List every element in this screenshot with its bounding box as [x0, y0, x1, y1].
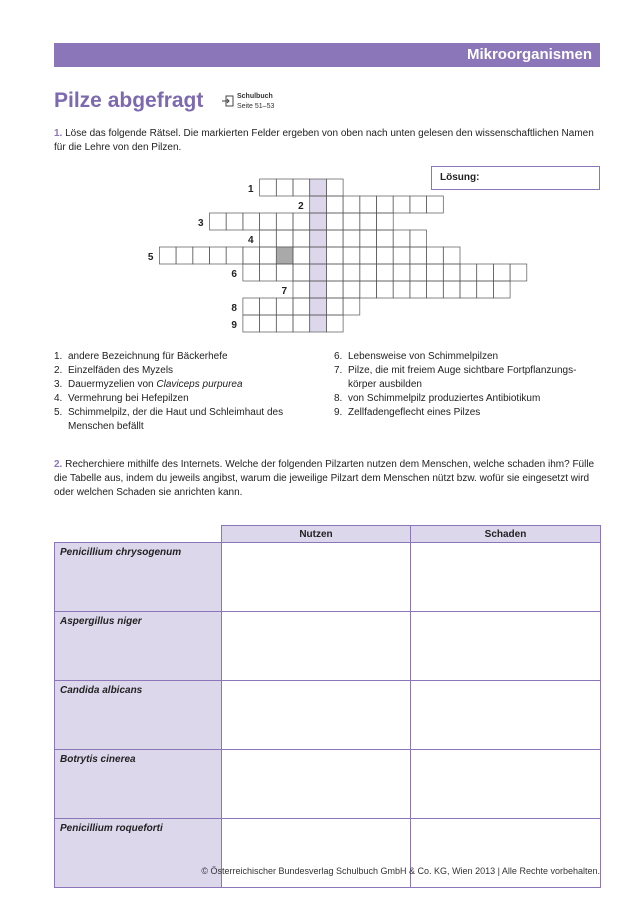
species-name: Botrytis cinerea: [55, 750, 222, 819]
nutzen-cell[interactable]: [222, 819, 411, 888]
crossword-cell[interactable]: [343, 264, 360, 281]
crossword-cell[interactable]: [226, 213, 243, 230]
table-row: [55, 819, 601, 888]
crossword-cell[interactable]: [276, 315, 293, 332]
crossword-cell[interactable]: [343, 196, 360, 213]
column-header-nutzen: Nutzen: [222, 526, 411, 543]
species-name: Candida albicans: [55, 681, 222, 750]
solution-cell[interactable]: [310, 196, 327, 213]
crossword-cell[interactable]: [260, 213, 277, 230]
solution-cell[interactable]: [310, 298, 327, 315]
crossword-cell[interactable]: [276, 213, 293, 230]
row-number-label: 7: [281, 286, 287, 297]
schaden-cell[interactable]: [411, 750, 601, 819]
crossword-cell[interactable]: [326, 196, 343, 213]
row-number-label: 4: [248, 235, 254, 246]
crossword-cell[interactable]: [159, 247, 176, 264]
solution-column: [310, 179, 327, 332]
crossword-cell[interactable]: [443, 264, 460, 281]
row-number-label: 9: [231, 320, 237, 331]
crossword-cell[interactable]: [293, 264, 310, 281]
crossword-cell[interactable]: [343, 298, 360, 315]
crossword-cell[interactable]: [427, 196, 444, 213]
nutzen-cell[interactable]: [222, 750, 411, 819]
crossword-cell[interactable]: [326, 230, 343, 247]
crossword-cell[interactable]: [393, 196, 410, 213]
crossword-cell[interactable]: [176, 247, 193, 264]
crossword-cell[interactable]: [276, 179, 293, 196]
book-ref-line1: Schulbuch: [237, 93, 273, 100]
crossword-cell[interactable]: [377, 281, 394, 298]
crossword-cell[interactable]: [343, 230, 360, 247]
solution-cell[interactable]: [310, 247, 327, 264]
solution-cell[interactable]: [310, 264, 327, 281]
crossword-cell[interactable]: [493, 264, 510, 281]
crossword-cell[interactable]: [260, 179, 277, 196]
crossword-cell[interactable]: [393, 230, 410, 247]
crossword-cell[interactable]: [243, 213, 260, 230]
loesung-box[interactable]: [431, 166, 600, 190]
row-number-label: 6: [231, 269, 237, 280]
crossword-cell[interactable]: [260, 315, 277, 332]
header-title: Mikroorganismen: [466, 46, 592, 63]
crossword-cell[interactable]: [276, 264, 293, 281]
task2-number: 2.: [54, 459, 63, 470]
page-title: Pilze abgefragt: [54, 89, 204, 112]
crossword-cell[interactable]: [326, 213, 343, 230]
crossword-cell[interactable]: [260, 230, 277, 247]
loesung-label: Lösung:: [440, 172, 480, 183]
crossword-cell[interactable]: [427, 264, 444, 281]
book-arrow-icon: [222, 95, 234, 107]
table-corner: [55, 526, 222, 543]
crossword-cell[interactable]: [293, 230, 310, 247]
crossword-cell[interactable]: [493, 281, 510, 298]
task2-text: Recherchiere mithilfe des Internets. Welche der folgenden Pilzarten nutzen dem Menschen, welche schaden ihm? Fülle die Tabelle aus, indem du jeweils angibst, warum die jeweilige Pilzart dem Menschen nützt bzw. wofür sie eingesetzt wird oder welchen Schaden sie anrichten kann.: [54, 459, 595, 498]
nutzen-cell[interactable]: [222, 681, 411, 750]
crossword-cell[interactable]: [443, 281, 460, 298]
crossword-cell[interactable]: [393, 247, 410, 264]
crossword-cell[interactable]: [293, 213, 310, 230]
crossword-cell[interactable]: [193, 247, 210, 264]
crossword-cell[interactable]: [326, 179, 343, 196]
crossword-cell[interactable]: [343, 247, 360, 264]
crossword-cell[interactable]: [343, 213, 360, 230]
crossword-cell[interactable]: [510, 264, 527, 281]
pilz-table: [54, 525, 601, 888]
crossword-cell[interactable]: [326, 315, 343, 332]
crossword-cell[interactable]: [293, 298, 310, 315]
crossword-cell[interactable]: [243, 264, 260, 281]
nutzen-cell[interactable]: [222, 612, 411, 681]
table-header-row: [55, 526, 601, 543]
clue-right-7: 7. Pilze, die mit freiem Auge sichtbare Fortpflanzungs- körper ausbilden: [334, 365, 577, 390]
crossword-cell[interactable]: [377, 196, 394, 213]
row-number-label: 8: [231, 303, 237, 314]
schaden-cell[interactable]: [411, 819, 601, 888]
crossword-cell[interactable]: [226, 247, 243, 264]
crossword-cell[interactable]: [460, 264, 477, 281]
solution-cell[interactable]: [310, 213, 327, 230]
crossword-cell[interactable]: [243, 315, 260, 332]
crossword-cell[interactable]: [443, 247, 460, 264]
crossword-cell[interactable]: [377, 230, 394, 247]
crossword-cell[interactable]: [210, 247, 227, 264]
solution-cell[interactable]: [310, 230, 327, 247]
task1-text: Löse das folgende Rätsel. Die markierten Felder ergeben von oben nach unten gelesen den wissenschaftlichen Namen für die Lehre von den Pilzen.: [54, 128, 594, 153]
crossword-cell[interactable]: [410, 196, 427, 213]
solution-cell[interactable]: [310, 281, 327, 298]
crossword-cell[interactable]: [293, 179, 310, 196]
row-number-label: 5: [147, 252, 154, 263]
column-header-schaden: Schaden: [411, 526, 601, 543]
crossword-cell[interactable]: [410, 264, 427, 281]
crossword-cell[interactable]: [393, 281, 410, 298]
clue-left-5: 5. Schimmelpilz, der die Haut und Schleimhaut des Menschen befällt: [54, 407, 284, 432]
species-name: Penicillium chrysogenum: [55, 543, 222, 612]
crossword-cell[interactable]: [393, 264, 410, 281]
crossword-cell[interactable]: [210, 213, 227, 230]
crossword-cell[interactable]: [360, 281, 377, 298]
crossword-cell[interactable]: [410, 230, 427, 247]
row-number-label: 3: [197, 218, 204, 229]
solution-cell[interactable]: [310, 179, 327, 196]
task1-instruction: [54, 127, 600, 155]
task1-number: 1.: [54, 128, 63, 139]
crossword-cell[interactable]: [477, 264, 494, 281]
row-number-label: 1: [248, 184, 254, 195]
crossword-cell[interactable]: [260, 298, 277, 315]
crossword-cell[interactable]: [293, 247, 310, 264]
nutzen-cell[interactable]: [222, 543, 411, 612]
crossword-cell[interactable]: [260, 247, 277, 264]
book-reference: [222, 93, 302, 113]
crossword-cell[interactable]: [360, 230, 377, 247]
crossword-cell[interactable]: [293, 315, 310, 332]
schaden-cell[interactable]: [411, 681, 601, 750]
task2-instruction: [54, 458, 600, 500]
crossword-cell[interactable]: [326, 281, 343, 298]
crossword-cell[interactable]: [243, 247, 260, 264]
table-row: [55, 543, 601, 612]
crossword-cell[interactable]: [427, 281, 444, 298]
crossword-cell[interactable]: [377, 247, 394, 264]
crossword-cell[interactable]: [360, 213, 377, 230]
footer-copyright: © Österreichischer Bundesverlag Schulbuch GmbH & Co. KG, Wien 2013 | Alle Rechte vorbehalten.: [201, 866, 600, 876]
crossword-cell[interactable]: [276, 247, 293, 264]
table-row: [55, 612, 601, 681]
table-row: [55, 750, 601, 819]
crossword-cell[interactable]: [343, 281, 360, 298]
crossword-cell[interactable]: [427, 247, 444, 264]
crossword-cell[interactable]: [276, 230, 293, 247]
crossword-cell[interactable]: [326, 247, 343, 264]
crossword-cell[interactable]: [243, 298, 260, 315]
crossword-cell[interactable]: [326, 264, 343, 281]
schaden-cell[interactable]: [411, 612, 601, 681]
species-name: Penicillium roqueforti: [55, 819, 222, 888]
crossword-cell[interactable]: [326, 298, 343, 315]
crossword-cell[interactable]: [377, 264, 394, 281]
crossword-cell[interactable]: [477, 281, 494, 298]
crossword-cell[interactable]: [360, 247, 377, 264]
crossword-cell[interactable]: [460, 281, 477, 298]
crossword-cell[interactable]: [410, 247, 427, 264]
solution-cell[interactable]: [310, 315, 327, 332]
crossword-cell[interactable]: [260, 264, 277, 281]
book-ref-line2: Seite 51–53: [237, 103, 275, 110]
crossword-cell[interactable]: [377, 213, 394, 230]
crossword-cell[interactable]: [276, 298, 293, 315]
table-row: [55, 681, 601, 750]
species-name: Aspergillus niger: [55, 612, 222, 681]
header-bar: [54, 43, 600, 67]
crossword-cell[interactable]: [360, 196, 377, 213]
row-number-label: 2: [298, 201, 304, 212]
crossword-cell[interactable]: [293, 281, 310, 298]
crossword-cell[interactable]: [360, 264, 377, 281]
schaden-cell[interactable]: [411, 543, 601, 612]
crossword-cell[interactable]: [410, 281, 427, 298]
